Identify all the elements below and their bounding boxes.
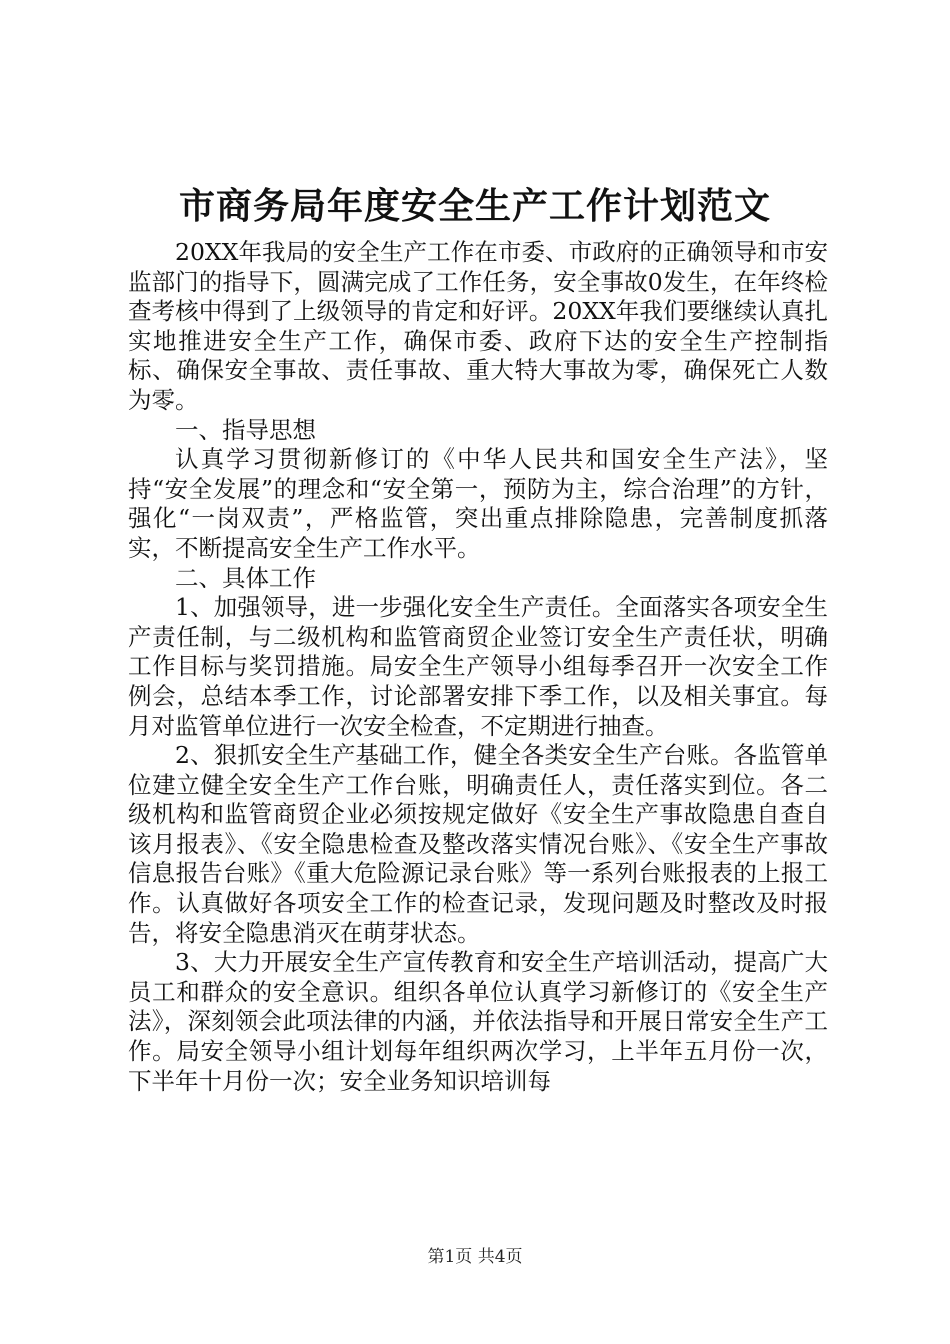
intro-paragraph: 20XX年我局的安全生产工作在市委、市政府的正确领导和市安监部门的指导下，圆满完成了工作任务，安全事故0发生，在年终检查考核中得到了上级领导的肯定和好评。20XX年我们要继续认真扎实地推进安全生产工作，确保市委、政府下达的安全生产控制指标、确保安全事故、责任事故、重大特大事故为零，确保死亡人数为零。 — [128, 238, 828, 414]
page-number-footer: 第1页 共4页 — [427, 1247, 523, 1267]
work-item-3-paragraph: 3、大力开展安全生产宣传教育和安全生产培训活动，提高广大员工和群众的安全意识。组织各单位认真学习新修订的《安全生产法》，深刻领会此项法律的内涵，并依法指导和开展日常安全生产工作。局安全领导小组计划每年组织两次学习，上半年五月份一次，下半年十月份一次；安全业务知识培训每 — [128, 948, 828, 1095]
guiding-thought-paragraph: 认真学习贯彻新修订的《中华人民共和国安全生产法》，坚持“安全发展”的理念和“安全第一，预防为主，综合治理”的方针，强化“一岗双责”，严格监管，突出重点排除隐患，完善制度抓落实，不断提高安全生产工作水平。 — [128, 445, 828, 562]
work-item-1-paragraph: 1、加强领导，进一步强化安全生产责任。全面落实各项安全生产责任制，与二级机构和监管商贸企业签订安全生产责任状，明确工作目标与奖罚措施。局安全生产领导小组每季召开一次安全工作例会，总结本季工作，讨论部署安排下季工作，以及相关事宜。每月对监管单位进行一次安全检查，不定期进行抽查。 — [128, 593, 828, 740]
document-title: 市商务局年度安全生产工作计划范文 — [178, 185, 771, 227]
section-heading-specific-work: 二、具体工作 — [175, 563, 316, 592]
document-body — [128, 238, 828, 1096]
section-heading-guiding-thought: 一、指导思想 — [175, 415, 316, 444]
work-item-2-paragraph: 2、狠抓安全生产基础工作，健全各类安全生产台账。各监管单位建立健全安全生产工作台账，明确责任人，责任落实到位。各二级机构和监管商贸企业必须按规定做好《安全生产事故隐患自查自该月报表》、《安全隐患检查及整改落实情况台账》、《安全生产事故信息报告台账》《重大危险源记录台账》等一系列台账报表的上报工作。认真做好各项安全工作的检查记录，发现问题及时整改及时报告，将安全隐患消灭在萌芽状态。 — [128, 741, 828, 947]
